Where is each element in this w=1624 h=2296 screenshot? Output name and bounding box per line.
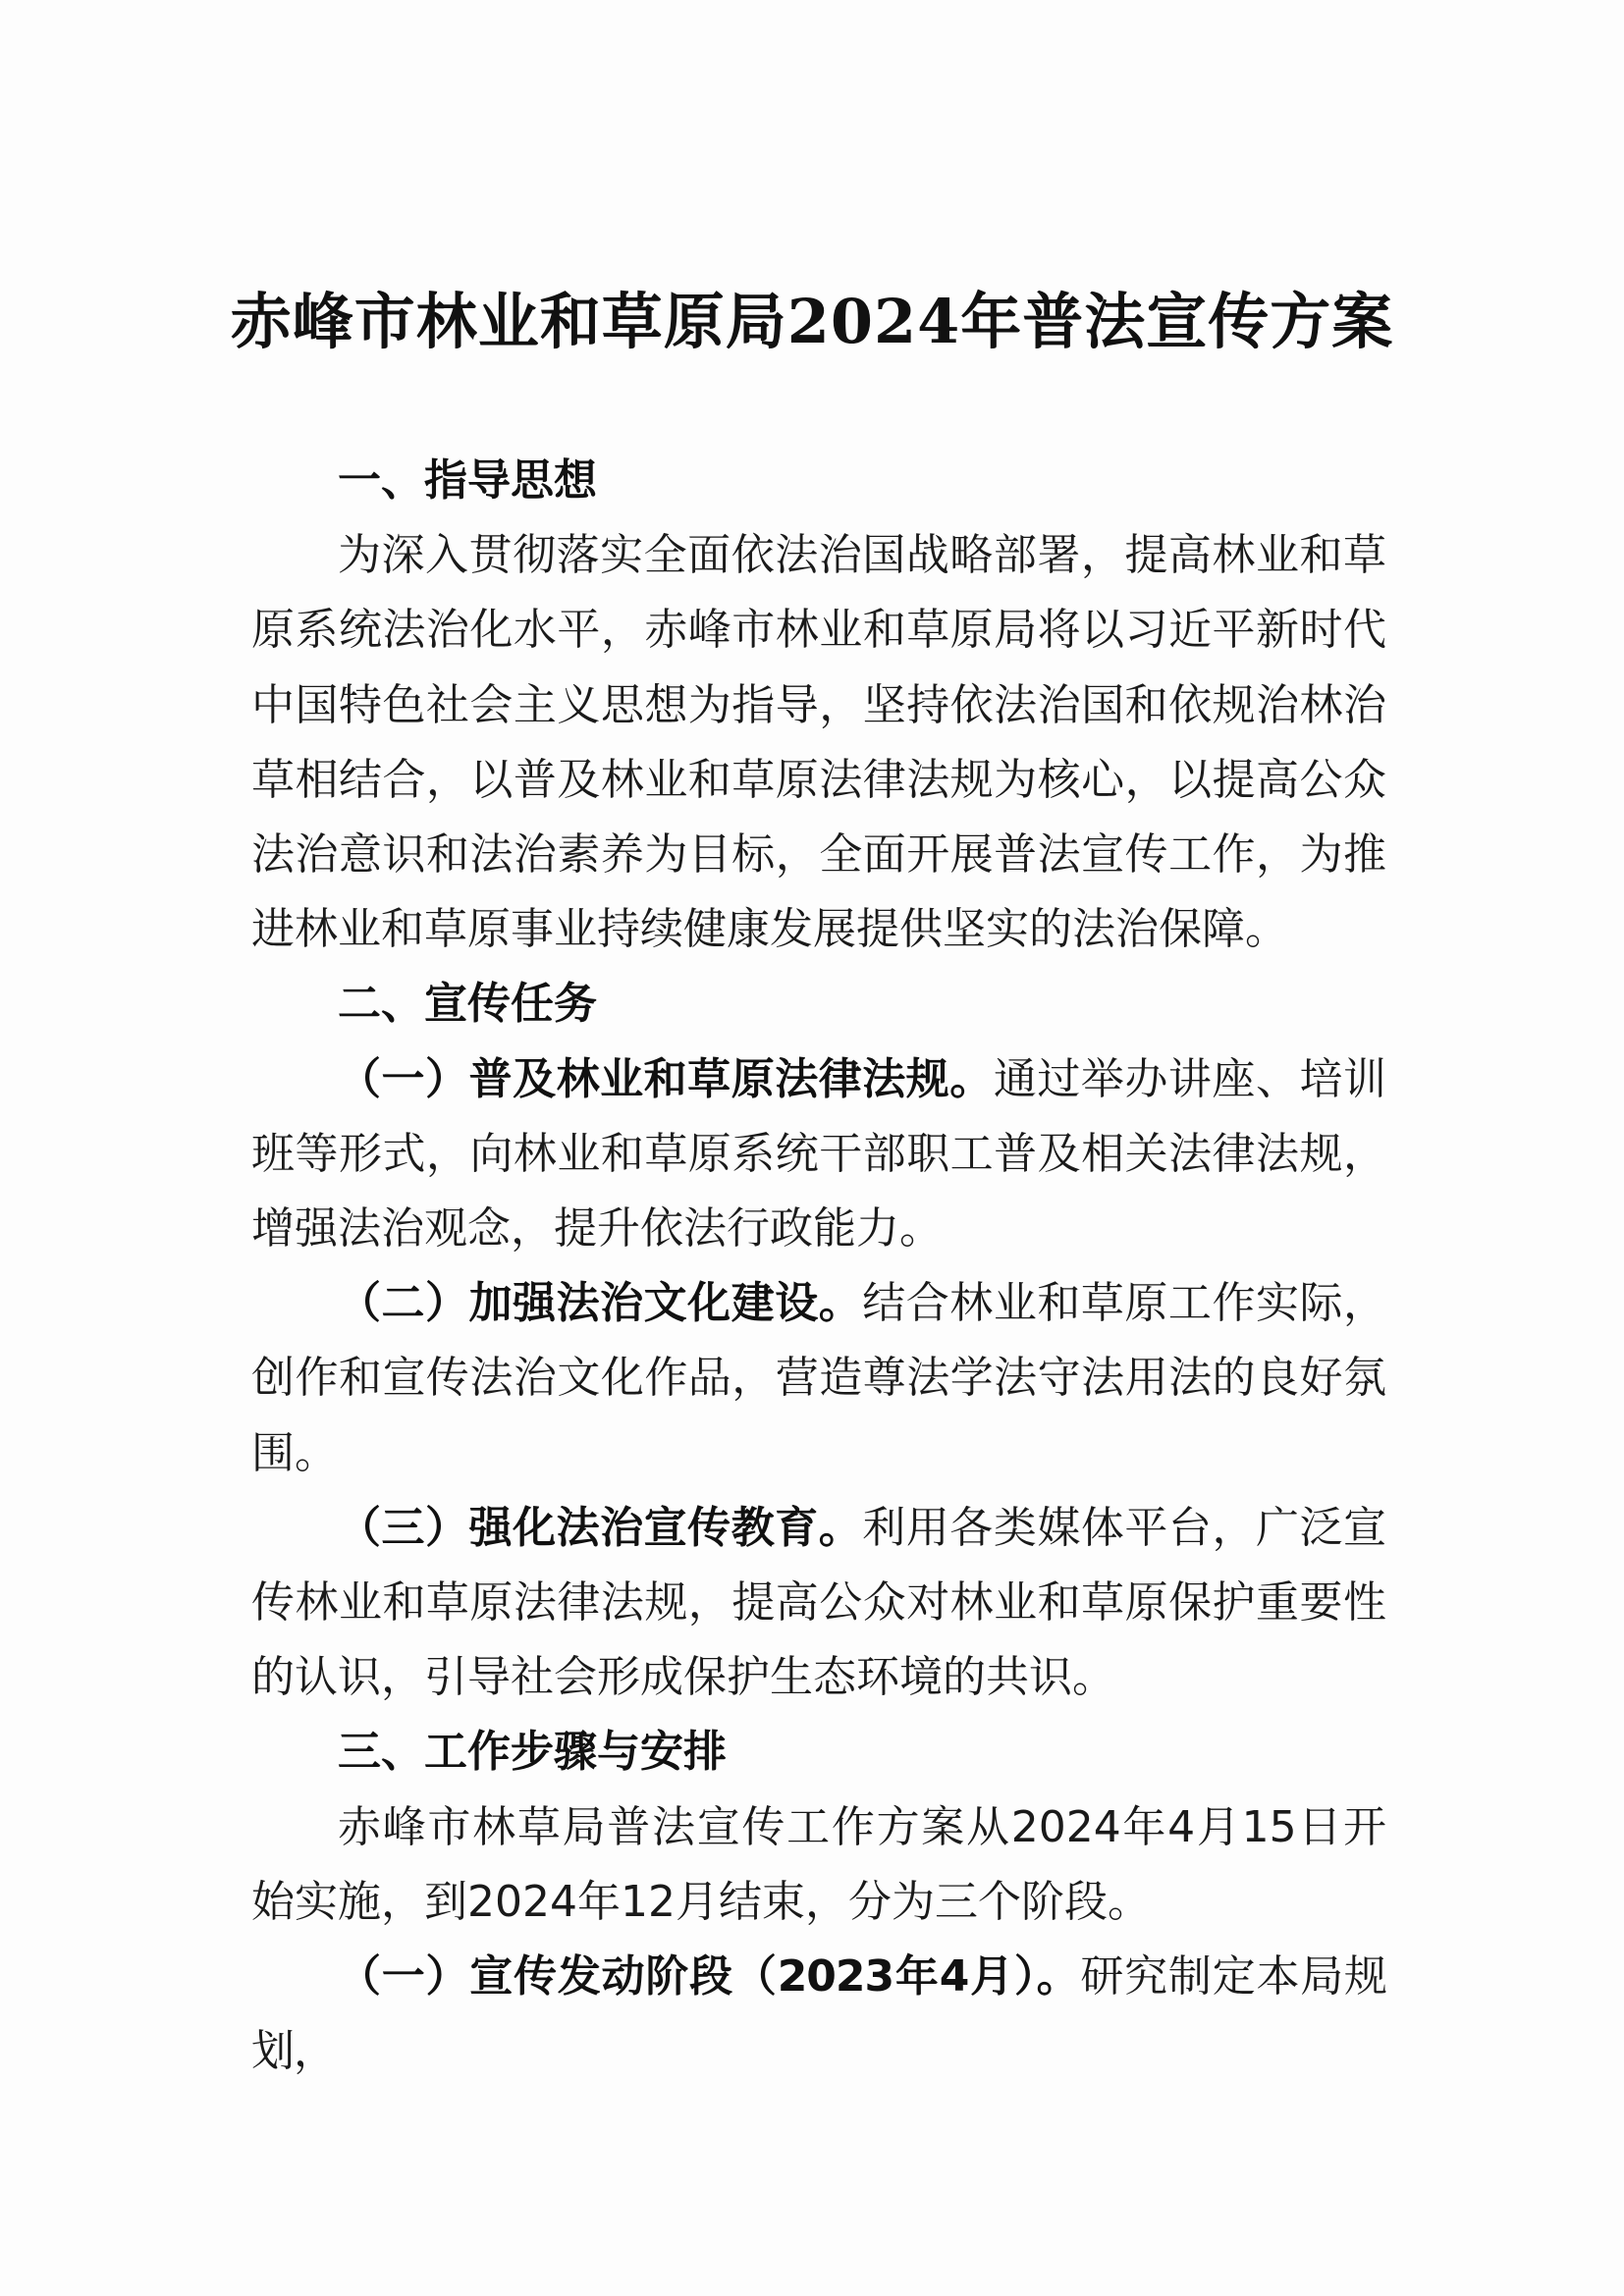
- paragraph-guiding-ideology: 为深入贯彻落实全面依法治国战略部署，提高林业和草原系统法治化水平，赤峰市林业和草原局将以习近平新时代中国特色社会主义思想为指导，坚持依法治国和依规治林治草相结合，以普及林业和草原法律法规为核心，以提高公众法治意识和法治素养为目标，全面开展普法宣传工作，为推进林业和草原事业持续健康发展提供坚实的法治保障。: [251, 530, 1386, 955]
- step-item-1-text: 研究制定本局规划，: [251, 1951, 1387, 2077]
- step-item-1: [251, 1940, 1386, 2089]
- document-title: 赤峰市林业和草原局2024年普法宣传方案: [230, 286, 1394, 357]
- task-item-1-text: 通过举办讲座、培训班等形式，向林业和草原系统干部职工普及相关法律法规，增强法治观念，提升依法行政能力。: [251, 1053, 1387, 1255]
- task-item-2-text: 结合林业和草原工作实际，创作和宣传法治文化作品，营造尊法学法守法用法的良好氛围。: [251, 1278, 1387, 1478]
- task-item-1: [251, 1042, 1386, 1267]
- task-item-2: [251, 1266, 1386, 1491]
- task-item-3: [251, 1491, 1386, 1716]
- task-item-1-label: （一）普及林业和草原法律法规。: [338, 1053, 994, 1104]
- section-heading-guiding-ideology: 一、指导思想: [338, 455, 597, 506]
- section-heading-publicity-tasks: 二、宣传任务: [338, 979, 597, 1030]
- paragraph-work-steps: 赤峰市林草局普法宣传工作方案从2024年4月15日开始实施，到2024年12月结束，分为三个阶段。: [251, 1801, 1386, 1927]
- task-item-2-label: （二）加强法治文化建设。: [338, 1278, 863, 1329]
- task-item-3-text: 利用各类媒体平台，广泛宣传林业和草原法律法规，提高公众对林业和草原保护重要性的认识，引导社会形成保护生态环境的共识。: [251, 1502, 1387, 1703]
- section-heading-work-steps: 三、工作步骤与安排: [338, 1727, 727, 1778]
- document-body: [251, 444, 1386, 2089]
- step-item-1-label: （一）宣传发动阶段（2023年4月）。: [338, 1951, 1081, 2002]
- task-item-3-label: （三）强化法治宣传教育。: [338, 1502, 863, 1553]
